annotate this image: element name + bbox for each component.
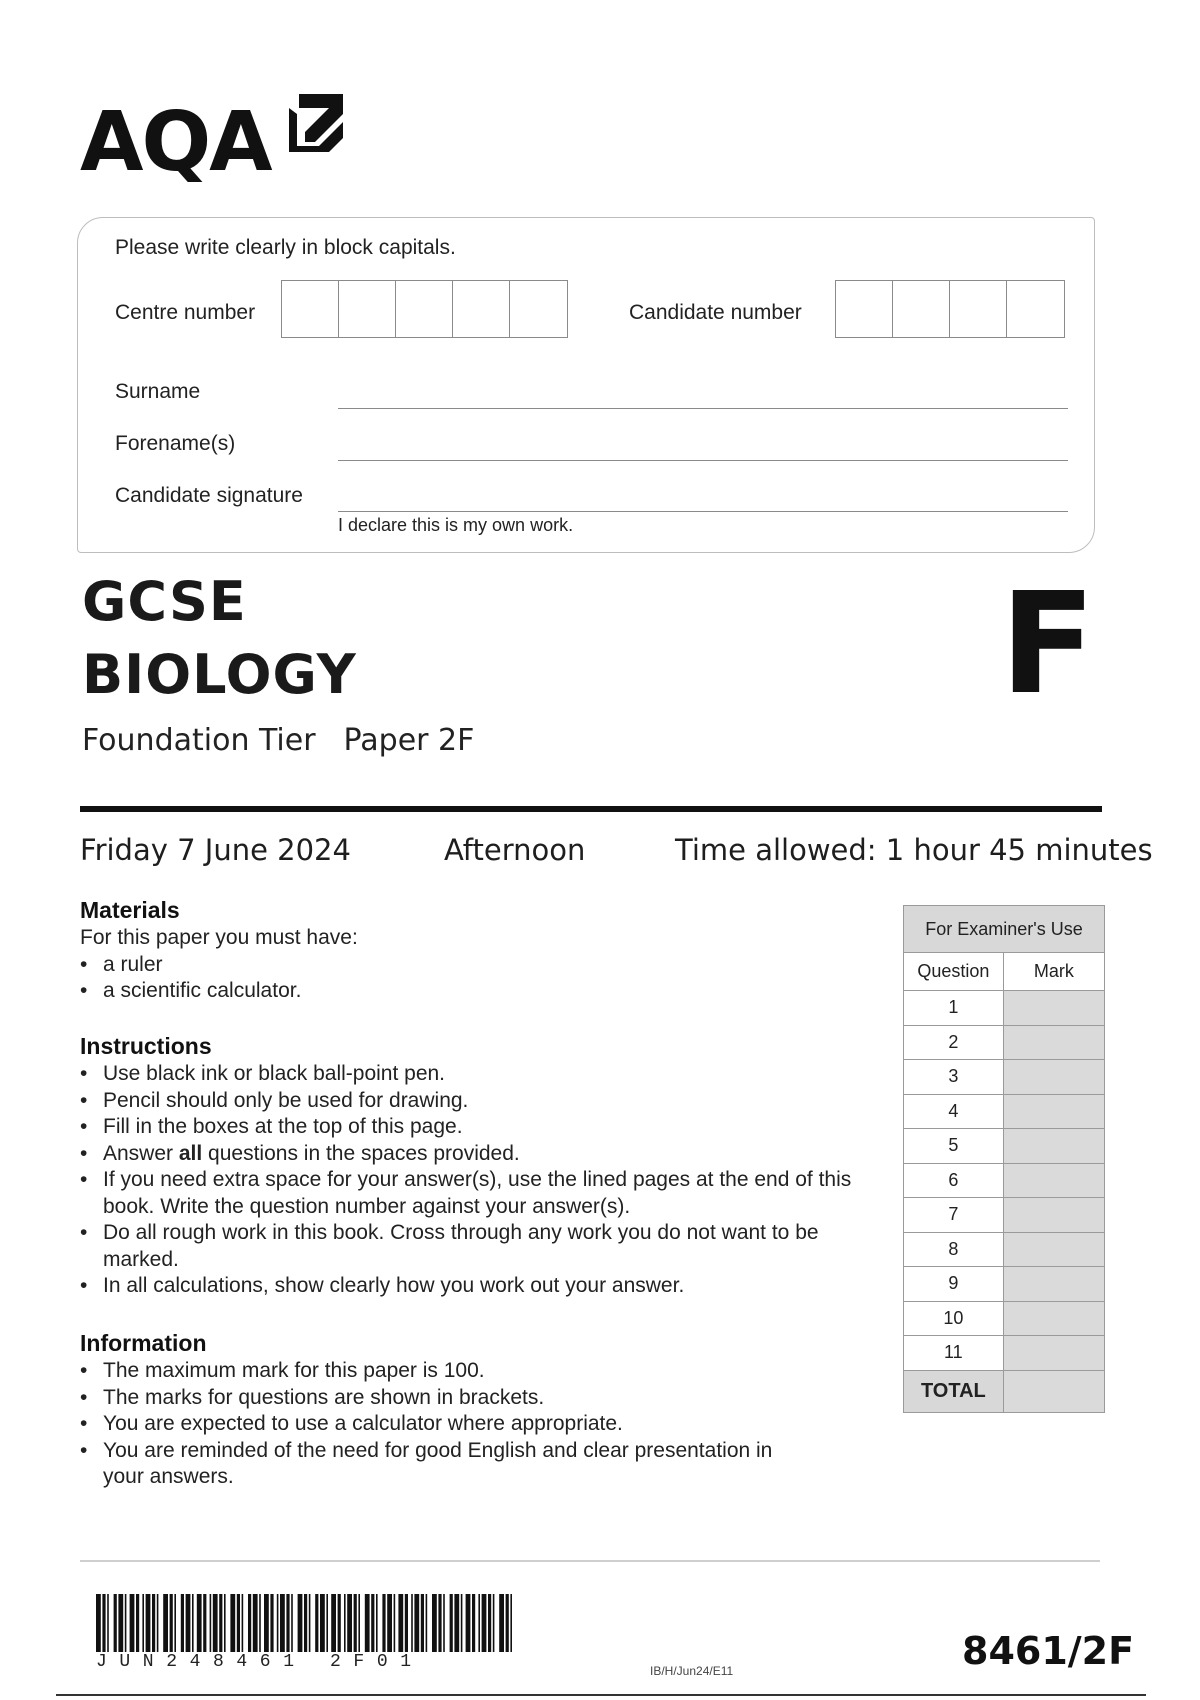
surname-field[interactable] (338, 408, 1068, 409)
barcode-bar (181, 1594, 184, 1652)
centre-digit-box[interactable] (396, 281, 453, 337)
materials-intro: For this paper you must have: (80, 926, 358, 949)
barcode-bar (210, 1594, 212, 1652)
subject-title: BIOLOGY (82, 643, 357, 706)
barcode-bar (170, 1594, 173, 1652)
barcode-bar (411, 1594, 413, 1652)
paper-label: Paper 2F (343, 723, 475, 758)
aqa-logo-mark-icon (285, 92, 347, 154)
candidate-details-box (77, 217, 1095, 553)
question-number: 11 (904, 1336, 1004, 1371)
centre-number-label: Centre number (115, 301, 256, 324)
table-row (904, 1336, 1105, 1371)
barcode-bar (493, 1594, 495, 1652)
barcode-bar (338, 1594, 341, 1652)
barcode-bar (326, 1594, 328, 1652)
barcode-bar (354, 1594, 357, 1652)
barcode-bar (242, 1594, 244, 1652)
barcode-bar (125, 1594, 127, 1652)
barcode-bar (421, 1594, 424, 1652)
barcode-bar (157, 1594, 159, 1652)
barcode-bar (286, 1594, 289, 1652)
barcode-bar (174, 1594, 176, 1652)
list-item: • a ruler (80, 952, 900, 979)
barcode-bar (466, 1594, 471, 1652)
barcode-bar (438, 1594, 441, 1652)
candidate-digit-box[interactable] (1007, 281, 1064, 337)
barcode-bar (488, 1594, 491, 1652)
barcode-bar (331, 1594, 336, 1652)
table-row (904, 1163, 1105, 1198)
information-heading: Information (80, 1330, 207, 1356)
barcode-bar (136, 1594, 139, 1652)
barcode-bar (96, 1594, 101, 1652)
barcode-bar (472, 1594, 475, 1652)
materials-list (80, 952, 900, 1005)
total-row (904, 1370, 1105, 1412)
barcode-text: JUN248461 2F01 (96, 1652, 424, 1672)
title-divider (80, 806, 1102, 812)
footer-divider (80, 1560, 1100, 1562)
barcode-bar (102, 1594, 105, 1652)
barcode-bar (192, 1594, 194, 1652)
mark-cell[interactable] (1003, 1267, 1104, 1302)
barcode-bar (253, 1594, 258, 1652)
barcode-bar (398, 1594, 403, 1652)
barcode-bar (376, 1594, 378, 1652)
centre-digit-box[interactable] (510, 281, 567, 337)
barcode-bar (280, 1594, 285, 1652)
list-item: • The marks for questions are shown in brackets. (80, 1385, 900, 1412)
barcode-bar (118, 1594, 123, 1652)
barcode-bar (387, 1594, 392, 1652)
barcode-bar (443, 1594, 445, 1652)
barcode-bar (426, 1594, 428, 1652)
barcode-bar (320, 1594, 325, 1652)
materials-section (80, 895, 900, 1005)
question-number: 8 (904, 1232, 1004, 1267)
barcode-bar (358, 1594, 360, 1652)
mark-cell[interactable] (1003, 1129, 1104, 1164)
signature-label: Candidate signature (115, 484, 303, 507)
question-number: 1 (904, 991, 1004, 1026)
barcode-bar (230, 1594, 235, 1652)
barcode-bar (461, 1594, 463, 1652)
barcode-bar (142, 1594, 144, 1652)
mark-cell[interactable] (1003, 1060, 1104, 1095)
barcode-bar (510, 1594, 512, 1652)
barcode-bar (499, 1594, 504, 1652)
examiner-use-table (903, 905, 1105, 1413)
examiner-table-title: For Examiner's Use (904, 906, 1105, 953)
barcode-bar (237, 1594, 240, 1652)
question-number: 9 (904, 1267, 1004, 1302)
barcode-bar (405, 1594, 408, 1652)
total-mark-cell[interactable] (1003, 1370, 1104, 1412)
barcode-bar (224, 1594, 226, 1652)
list-item: • The maximum mark for this paper is 100. (80, 1358, 900, 1385)
list-item: • If you need extra space for your answer(s), use the lined pages at the end of this book. Write the question number against your answer(s). (80, 1167, 870, 1220)
instructions-heading: Instructions (80, 1033, 212, 1059)
barcode (96, 1594, 512, 1652)
question-number: 6 (904, 1163, 1004, 1198)
question-number: 10 (904, 1301, 1004, 1336)
barcode-bar (114, 1594, 117, 1652)
list-item: • Do all rough work in this book. Cross through any work you do not want to be marked. (80, 1220, 825, 1273)
instruction-text: Answer (103, 1141, 179, 1165)
aqa-logo (80, 92, 350, 192)
mark-cell[interactable] (1003, 1301, 1104, 1336)
table-row (904, 1198, 1105, 1233)
barcode-bar (394, 1594, 396, 1652)
list-item: • You are expected to use a calculator where appropriate. (80, 1411, 900, 1438)
emphasis-text: all (178, 1141, 203, 1165)
total-label: TOTAL (904, 1370, 1004, 1412)
table-row (904, 1267, 1105, 1302)
information-section (80, 1328, 900, 1491)
centre-digit-box[interactable] (453, 281, 510, 337)
barcode-bar (371, 1594, 374, 1652)
list-item: • Fill in the boxes at the top of this page. (80, 1114, 900, 1141)
table-row (904, 1025, 1105, 1060)
barcode-bar (248, 1594, 251, 1652)
instructions-list (80, 1061, 900, 1300)
forenames-label: Forename(s) (115, 432, 236, 455)
mark-cell[interactable] (1003, 1094, 1104, 1129)
candidate-digit-box[interactable] (836, 281, 893, 337)
mark-cell[interactable] (1003, 1336, 1104, 1371)
barcode-bar (277, 1594, 279, 1652)
list-item: • You are reminded of the need for good English and clear presentation in your answers. (80, 1438, 800, 1491)
surname-label: Surname (115, 380, 201, 403)
mark-column-header: Mark (1003, 953, 1104, 991)
barcode-bar (264, 1594, 269, 1652)
list-item: • In all calculations, show clearly how you work out your answer. (80, 1273, 900, 1300)
barcode-bar (291, 1594, 293, 1652)
barcode-bar (163, 1594, 168, 1652)
candidate-digit-box[interactable] (893, 281, 950, 337)
barcode-bar (365, 1594, 370, 1652)
centre-number-boxes[interactable] (281, 280, 568, 338)
barcode-bar (382, 1594, 385, 1652)
information-list (80, 1358, 900, 1491)
barcode-bar (454, 1594, 459, 1652)
tier-letter: F (1000, 563, 1096, 726)
barcode-bar (344, 1594, 346, 1652)
table-row (904, 1094, 1105, 1129)
barcode-bar (130, 1594, 135, 1652)
question-number: 4 (904, 1094, 1004, 1129)
block-capitals-instruction: Please write clearly in block capitals. (115, 236, 456, 259)
barcode-bar (304, 1594, 307, 1652)
forenames-field[interactable] (338, 460, 1068, 461)
mark-cell[interactable] (1003, 1163, 1104, 1198)
barcode-bar (152, 1594, 155, 1652)
barcode-bar (432, 1594, 437, 1652)
barcode-bar (482, 1594, 487, 1652)
list-item: • Use black ink or black ball-point pen. (80, 1061, 900, 1088)
candidate-digit-box[interactable] (950, 281, 1007, 337)
list-item (80, 1141, 900, 1168)
tier-and-paper (82, 723, 475, 758)
instructions-section (80, 1031, 900, 1300)
barcode-bar (414, 1594, 419, 1652)
candidate-number-label: Candidate number (629, 301, 802, 324)
question-number: 2 (904, 1025, 1004, 1060)
barcode-bar (506, 1594, 509, 1652)
centre-digit-box[interactable] (282, 281, 339, 337)
barcode-bar (298, 1594, 303, 1652)
exam-session: Afternoon (444, 833, 586, 867)
mark-cell[interactable] (1003, 1232, 1104, 1267)
table-row (904, 1232, 1105, 1267)
barcode-bar (197, 1594, 202, 1652)
question-column-header: Question (904, 953, 1004, 991)
question-number: 5 (904, 1129, 1004, 1164)
barcode-bar (259, 1594, 261, 1652)
signature-field[interactable] (338, 511, 1068, 512)
barcode-bar (203, 1594, 206, 1652)
table-row (904, 1129, 1105, 1164)
barcode-bar (146, 1594, 151, 1652)
table-row (904, 991, 1105, 1026)
barcode-bar (186, 1594, 191, 1652)
barcode-bar (347, 1594, 352, 1652)
declaration-text: I declare this is my own work. (338, 515, 574, 535)
question-number: 7 (904, 1198, 1004, 1233)
barcode-bar (478, 1594, 480, 1652)
mark-cell[interactable] (1003, 991, 1104, 1026)
time-allowed: Time allowed: 1 hour 45 minutes (675, 833, 1153, 867)
barcode-bar (450, 1594, 453, 1652)
barcode-bar (219, 1594, 222, 1652)
page-bottom-rule (56, 1694, 1146, 1696)
mark-cell[interactable] (1003, 1025, 1104, 1060)
barcode-bar (213, 1594, 218, 1652)
qualification-title: GCSE (82, 570, 247, 633)
materials-heading: Materials (80, 897, 180, 923)
table-row (904, 1301, 1105, 1336)
barcode-bar (315, 1594, 318, 1652)
list-item: • a scientific calculator. (80, 978, 900, 1005)
question-number: 3 (904, 1060, 1004, 1095)
barcode-bar (270, 1594, 273, 1652)
barcode-bar (309, 1594, 311, 1652)
centre-digit-box[interactable] (339, 281, 396, 337)
exam-date: Friday 7 June 2024 (80, 833, 351, 867)
paper-reference: IB/H/Jun24/E11 (650, 1664, 734, 1678)
candidate-number-boxes[interactable] (835, 280, 1065, 338)
mark-cell[interactable] (1003, 1198, 1104, 1233)
list-item: • Pencil should only be used for drawing. (80, 1088, 900, 1115)
logo-text: AQA (80, 95, 271, 190)
tier-label: Foundation Tier (82, 723, 316, 758)
table-row (904, 1060, 1105, 1095)
instruction-text: questions in the spaces provided. (202, 1141, 520, 1165)
paper-code: 8461/2F (962, 1629, 1135, 1673)
barcode-bar (107, 1594, 109, 1652)
